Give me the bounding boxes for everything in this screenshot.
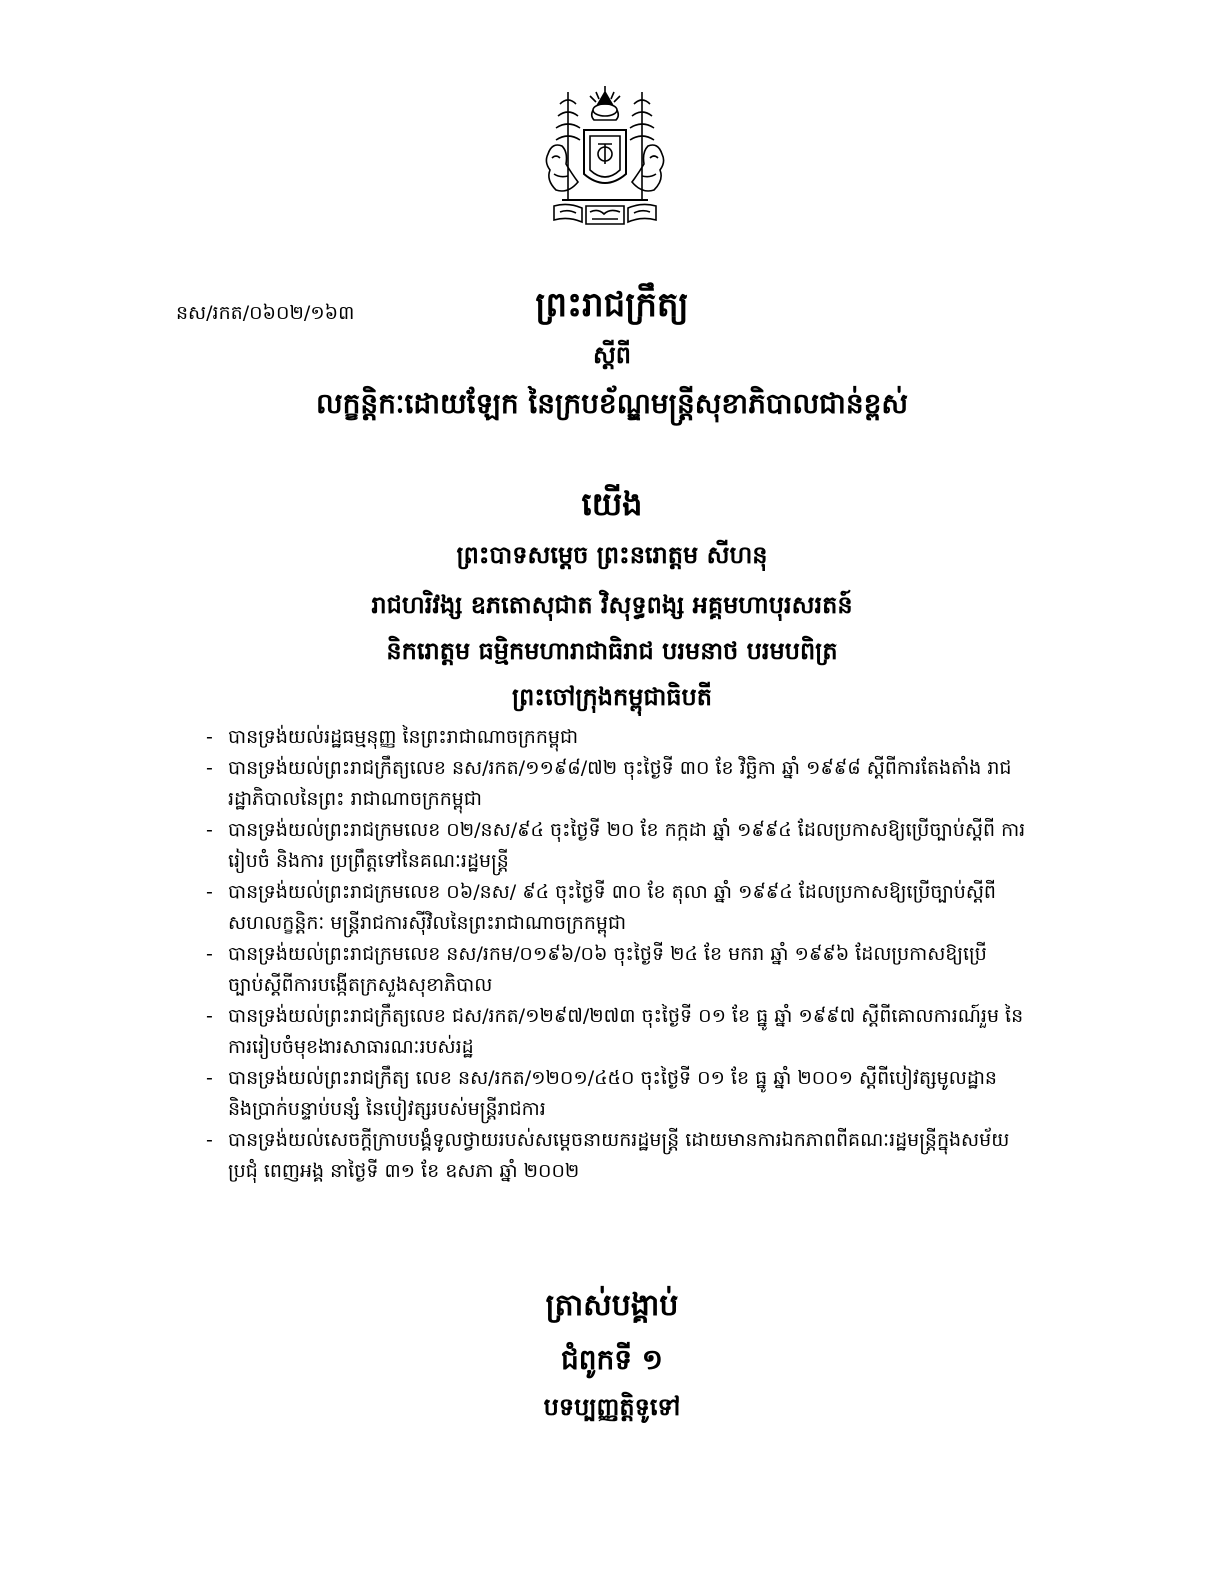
decree-reference-number: នស/រកត/០៦០២/១៦៣ (176, 302, 355, 324)
consideration-item: - បានទ្រង់យល់ព្រះរាជក្រឹត្យលេខ នស/រកត/១១៩៨/៧២ ចុះថ្ងៃទី ៣០ ខែ វិច្ឆិកា ឆ្នាំ ១៩៩៨ ស្តីពីការតែងតាំង រាជរដ្ឋាភិបាលនៃព្រះ រាជាណាចក្រកម្ពុជា (206, 757, 1012, 810)
royal-coat-of-arms-icon (538, 82, 672, 232)
consideration-text: បានទ្រង់យល់ព្រះរាជក្រមលេខ ០២/នស/៩៤ ចុះថ្ងៃទី ២០ ខែ កក្កដា ឆ្នាំ ១៩៩៤ ដែលប្រកាសឱ្យប្រើច្បាប់ស្តីពី ការរៀបចំ និងការ ប្រព្រឹត្តទៅនៃគណៈរដ្ឋមន្ត្រី (228, 819, 1026, 872)
consideration-text: បានទ្រង់យល់រដ្ឋធម្មនុញ្ញ នៃព្រះរាជាណាចក្រកម្ពុជា (228, 726, 579, 748)
consideration-item: - បានទ្រង់យល់ព្រះរាជក្រឹត្យលេខ ជស/រកត/១២៩៧/២៧៣ ចុះថ្ងៃទី ០១ ខែ ធ្នូ ឆ្នាំ ១៩៩៧ ស្តីពីគោលការណ៍រួម នៃការរៀបចំមុខងារសាធារណៈរបស់រដ្ឋ (206, 1005, 1024, 1058)
consideration-text: បានទ្រង់យល់ព្រះរាជក្រឹត្យលេខ នស/រកត/១១៩៨/៧២ ចុះថ្ងៃទី ៣០ ខែ វិច្ឆិកា ឆ្នាំ ១៩៩៨ ស្តីពីការតែងតាំង រាជរដ្ឋាភិបាលនៃព្រះ រាជាណាចក្រកម្ពុជា (228, 757, 1012, 810)
consideration-text: បានទ្រង់យល់ព្រះរាជក្រឹត្យលេខ ជស/រកត/១២៩៧/២៧៣ ចុះថ្ងៃទី ០១ ខែ ធ្នូ ឆ្នាំ ១៩៩៧ ស្តីពីគោលការណ៍រួម នៃការរៀបចំមុខងារសាធារណៈរបស់រដ្ឋ (228, 1005, 1024, 1058)
king-title-line: និករោត្តម ធម្មិកមហារាជាធិរាជ បរមនាថ បរមបពិត្រ (386, 637, 838, 665)
king-title-line: ព្រះចៅក្រុងកម្ពុជាធិបតី (511, 683, 713, 711)
consideration-item: - បានទ្រង់យល់ព្រះរាជក្រមលេខ ០២/នស/៩៤ ចុះថ្ងៃទី ២០ ខែ កក្កដា ឆ្នាំ ១៩៩៤ ដែលប្រកាសឱ្យប្រើច្បាប់ស្តីពី ការរៀបចំ និងការ ប្រព្រឹត្តទៅនៃគណៈរដ្ឋមន្ត្រី (206, 819, 1026, 872)
preamble-we: យើង (581, 485, 643, 523)
consideration-text: បានទ្រង់យល់ព្រះរាជក្រឹត្យ លេខ នស/រកត/១២០១/៤៥០ ចុះថ្ងៃទី ០១ ខែ ធ្នូ ឆ្នាំ ២០០១ ស្តីពីបៀវត្សមូលដ្ឋាន និងប្រាក់បន្ទាប់បន្សំ នៃបៀវត្សរបស់មន្ត្រីរាជការ (228, 1067, 997, 1120)
chapter-heading: ជំពូកទី ១ (560, 1343, 664, 1376)
considerations-list (206, 722, 1026, 1187)
consideration-text: បានទ្រង់យល់ព្រះរាជក្រមលេខ នស/រកម/០១៩៦/០៦ ចុះថ្ងៃទី ២៤ ខែ មករា ឆ្នាំ ១៩៩៦ ដែលប្រកាសឱ្យប្រើ ច្បាប់ស្តីពីការបង្កើតក្រសួងសុខាភិបាល (228, 943, 987, 996)
consideration-item: - បានទ្រង់យល់ព្រះរាជក្រមលេខ នស/រកម/០១៩៦/០៦ ចុះថ្ងៃទី ២៤ ខែ មករា ឆ្នាំ ១៩៩៦ ដែលប្រកាសឱ្យប្រើ ច្បាប់ស្តីពីការបង្កើតក្រសួងសុខាភិបាល (206, 943, 987, 996)
decree-subject: លក្ខន្តិកៈដោយឡែក នៃក្របខ័ណ្ឌមន្ត្រីសុខាភិបាលជាន់ខ្ពស់ (315, 387, 909, 420)
decree-about-label: ស្តីពី (592, 341, 632, 369)
decree-title: ព្រះរាជក្រឹត្យ (535, 285, 689, 325)
king-title-line: ព្រះបាទសម្តេច ព្រះនរោត្តម សីហនុ (456, 541, 768, 569)
consideration-text: បានទ្រង់យល់ព្រះរាជក្រមលេខ ០៦/នស/ ៩៤ ចុះថ្ងៃទី ៣០ ខែ តុលា ឆ្នាំ ១៩៩៤ ដែលប្រកាសឱ្យប្រើច្បាប់ស្តីពី សហលក្ខន្តិកៈ មន្ត្រីរាជការស៊ីវិលនៃព្រះរាជាណាចក្រកម្ពុជា (228, 881, 996, 934)
consideration-item: - បានទ្រង់យល់ព្រះរាជក្រមលេខ ០៦/នស/ ៩៤ ចុះថ្ងៃទី ៣០ ខែ តុលា ឆ្នាំ ១៩៩៤ ដែលប្រកាសឱ្យប្រើច្បាប់ស្តីពី សហលក្ខន្តិកៈ មន្ត្រីរាជការស៊ីវិលនៃព្រះរាជាណាចក្រកម្ពុជា (206, 881, 996, 934)
consideration-text: បានទ្រង់យល់សេចក្តីក្រាបបង្គំទូលថ្វាយរបស់សម្តេចនាយករដ្ឋមន្ត្រី ដោយមានការឯកភាពពីគណៈរដ្ឋមន្ត្រីក្នុងសម័យប្រជុំ ពេញអង្គ នាថ្ងៃទី ៣១ ខែ ឧសភា ឆ្នាំ ២០០២ (228, 1129, 1010, 1182)
chapter-title: បទប្បញ្ញត្តិទូទៅ (543, 1393, 681, 1421)
king-title-line: រាជហរិវង្ស ឧភតោសុជាត វិសុទ្ធពង្ស អគ្គមហាបុរសរតន៍ (371, 591, 853, 619)
consideration-item: - បានទ្រង់យល់ព្រះរាជក្រឹត្យ លេខ នស/រកត/១២០១/៤៥០ ចុះថ្ងៃទី ០១ ខែ ធ្នូ ឆ្នាំ ២០០១ ស្តីពីបៀវត្សមូលដ្ឋាន និងប្រាក់បន្ទាប់បន្សំ នៃបៀវត្សរបស់មន្ត្រីរាជការ (206, 1067, 997, 1120)
consideration-item: - បានទ្រង់យល់រដ្ឋធម្មនុញ្ញ នៃព្រះរាជាណាចក្រកម្ពុជា (206, 726, 579, 748)
consideration-item: - បានទ្រង់យល់សេចក្តីក្រាបបង្គំទូលថ្វាយរបស់សម្តេចនាយករដ្ឋមន្ត្រី ដោយមានការឯកភាពពីគណៈរដ្ឋមន្ត្រីក្នុងសម័យប្រជុំ ពេញអង្គ នាថ្ងៃទី ៣១ ខែ ឧសភា ឆ្នាំ ២០០២ (206, 1129, 1010, 1182)
decree-hereby-heading: ត្រាស់បង្គាប់ (545, 1288, 679, 1323)
